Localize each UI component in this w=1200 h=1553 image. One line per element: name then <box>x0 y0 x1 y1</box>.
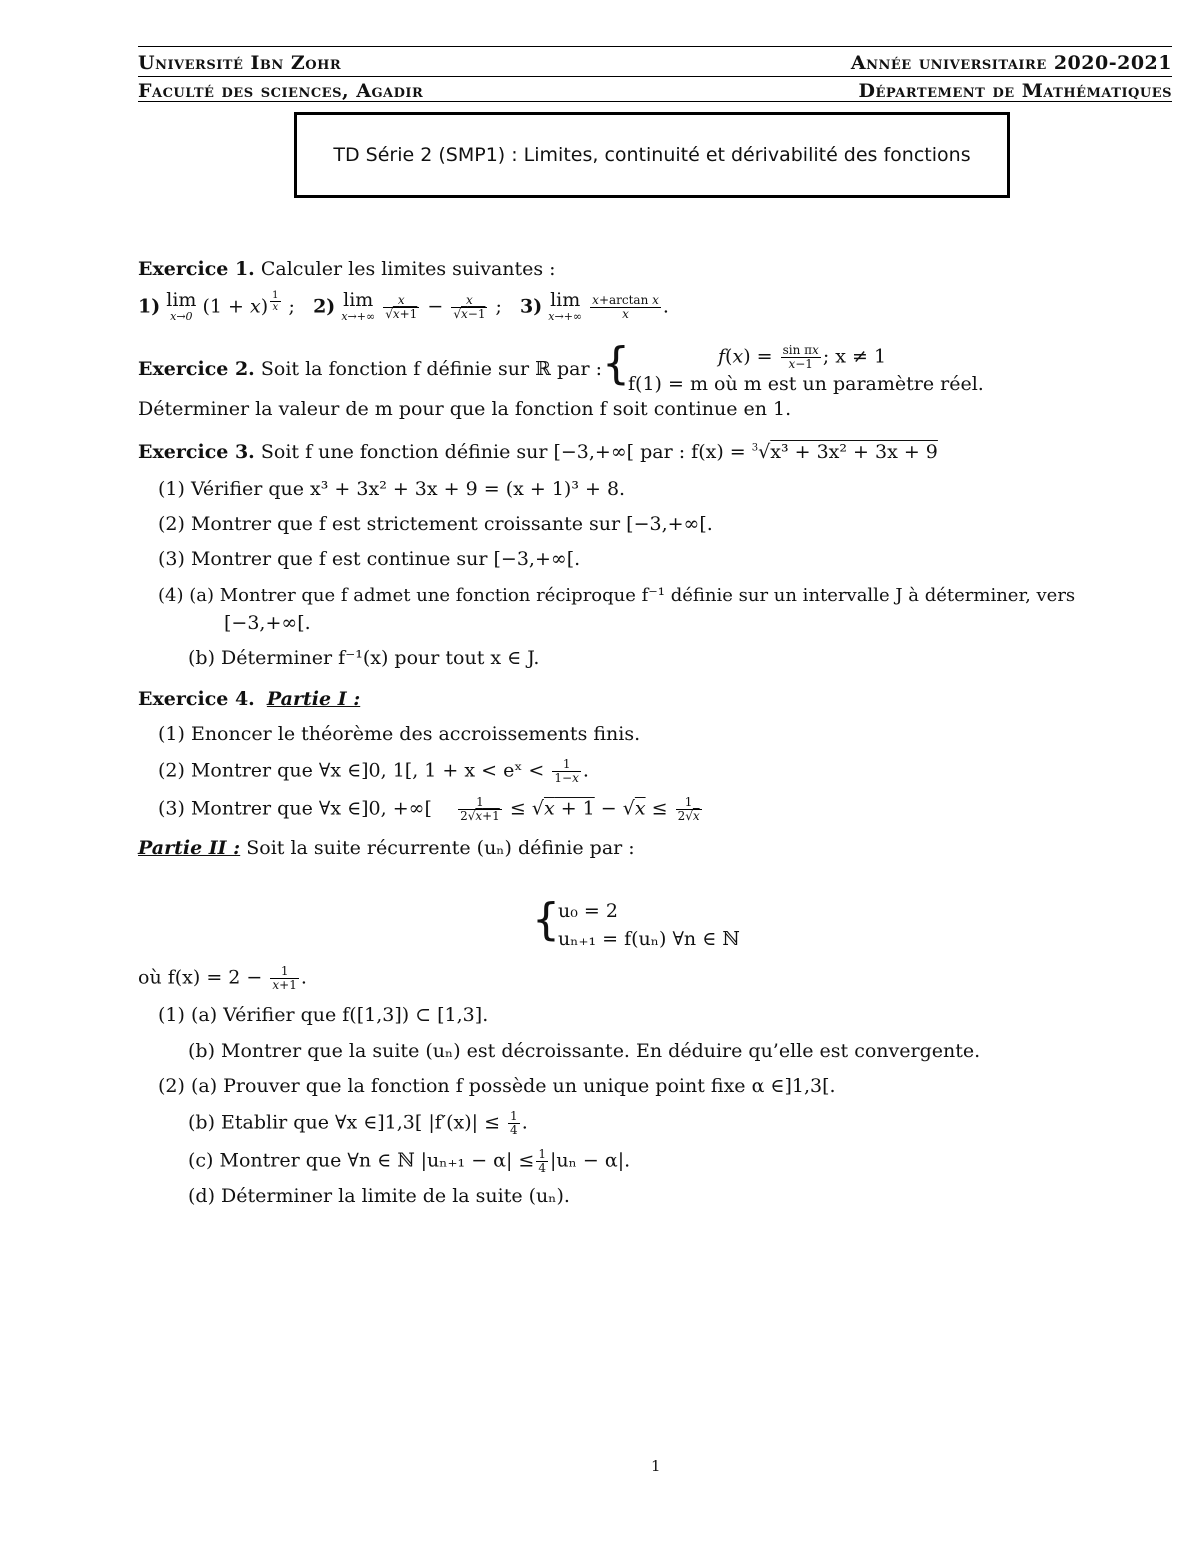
exercise-2-case-1: f(x) = $\frac{\text{sin πx}}{x-1}$ ; x ≠ 1 <box>718 343 887 372</box>
part-2-q2d: (d) Déterminer la limite de la suite (uₙ). <box>188 1185 570 1207</box>
sequence-system-brace: { <box>532 894 560 945</box>
exercise-3-heading: Exercice 3. Soit f une fonction définie sur [−3,+∞[ par : f(x) = $^3$√x³ + 3x² + 3x + 9 <box>138 441 938 463</box>
exercise-3-radicand: x³ + 3x² + 3x + 9 <box>770 441 938 463</box>
part-2-q1b: (b) Montrer que la suite (uₙ) est décroissante. En déduire qu’elle est convergente. <box>188 1040 981 1062</box>
exercise-4-heading <box>138 688 360 710</box>
part-2-q1a: (1) (a) Vérifier que f([1,3]) ⊂ [1,3]. <box>158 1004 489 1026</box>
limit-3: lim x→+∞ <box>548 289 583 323</box>
header-bottom-rule <box>138 101 1172 102</box>
exercise-1-heading <box>138 258 556 280</box>
exercise-3-q2: (2) Montrer que f est strictement croissante sur [−3,+∞[. <box>158 513 713 535</box>
header-top-rule <box>138 46 1172 47</box>
exercise-3-text: Soit f une fonction définie sur [−3,+∞[ par : f(x) = <box>260 441 752 463</box>
item-2: 2) <box>313 295 336 318</box>
academic-year: Année universitaire 2020-2021 <box>850 52 1172 74</box>
part-2-q2c: (c) Montrer que ∀n ∈ ℕ |uₙ₊₁ − α| ≤ $\frac{1}{4}$ |uₙ − α|. <box>188 1147 631 1176</box>
exercise-2-heading <box>138 358 602 380</box>
exercise-2-label: Exercice 2. <box>138 358 255 380</box>
limit-2: lim x→+∞ <box>341 289 376 323</box>
exercise-3-q4a: (4) (a) Montrer que f admet une fonction réciproque f⁻¹ définie sur un intervalle J à déterminer, vers <box>158 585 1076 606</box>
exercise-3-label: Exercice 3. <box>138 441 255 463</box>
item-3: 3) <box>520 295 543 318</box>
sequence-recurrence: uₙ₊₁ = f(uₙ) ∀n ∈ ℕ <box>558 928 740 950</box>
exercise-2-brace: { <box>602 338 630 389</box>
part-1-heading: Partie I : <box>266 688 361 710</box>
part-2-heading: Partie II : <box>138 837 241 859</box>
page-number: 1 <box>651 1457 661 1475</box>
exercise-3-q1: (1) Vérifier que x³ + 3x² + 3x + 9 = (x + 1)³ + 8. <box>158 478 626 500</box>
part-2-q2b: (b) Etablir que ∀x ∈]1,3[ |f′(x)| ≤ $\frac{1}{4}$ . <box>188 1109 528 1138</box>
exercise-1-limits: 1) lim x→0 (1 + x) $^{\frac{1}{x}}$ ; 2) lim x→+∞ $\frac{x}{√x+1}$ − $\frac{x}{√x-1}$ ; 3) lim x→+∞ $\frac{\text{x+arctan x}}{x}$ . <box>138 289 669 323</box>
department-name: Département de Mathématiques <box>858 80 1172 102</box>
university-name: Université Ibn Zohr <box>138 52 342 74</box>
limit-1: lim x→0 <box>166 289 197 323</box>
exercise-1-text: Calculer les limites suivantes : <box>260 258 556 280</box>
exercise-2-question: Déterminer la valeur de m pour que la fonction f soit continue en 1. <box>138 398 792 420</box>
exercise-1-label: Exercice 1. <box>138 258 255 280</box>
exercise-3-q3: (3) Montrer que f est continue sur [−3,+∞[. <box>158 548 581 570</box>
part-1-q3: (3) Montrer que ∀x ∈]0, +∞[ $\frac{1}{2√x+1}$ ≤ √x + 1 − √x ≤ $\frac{1}{2√x}$ <box>158 795 700 824</box>
part-2-q2a: (2) (a) Prouver que la fonction f possède un unique point fixe α ∈]1,3[. <box>158 1075 836 1097</box>
exercise-3-q4a-continued: [−3,+∞[. <box>224 612 311 634</box>
sequence-initial-term: u₀ = 2 <box>558 900 618 922</box>
item-1: 1) <box>138 295 161 318</box>
part-2-text: Soit la suite récurrente (uₙ) définie par : <box>246 837 635 859</box>
title-box <box>294 112 1010 198</box>
part-2-heading-line <box>138 837 635 859</box>
exercise-2-case-2: f(1) = m où m est un paramètre réel. <box>628 373 984 395</box>
header-middle-rule <box>138 76 1172 77</box>
part-1-q2: (2) Montrer que ∀x ∈]0, 1[, 1 + x < eˣ < $\frac{1}{1-x}$ . <box>158 757 589 786</box>
function-definition: où f(x) = 2 − $\frac{1}{x+1}$ . <box>138 964 307 993</box>
faculty-name: Faculté des sciences, Agadir <box>138 80 424 102</box>
page-title: TD Série 2 (SMP1) : Limites, continuité et dérivabilité des fonctions <box>333 144 971 166</box>
exercise-3-q4b: (b) Déterminer f⁻¹(x) pour tout x ∈ J. <box>188 647 540 669</box>
part-1-q1: (1) Enoncer le théorème des accroissements finis. <box>158 723 641 745</box>
exercise-2-text: Soit la fonction f définie sur ℝ par : <box>260 358 602 380</box>
exercise-4-label: Exercice 4. <box>138 688 255 710</box>
